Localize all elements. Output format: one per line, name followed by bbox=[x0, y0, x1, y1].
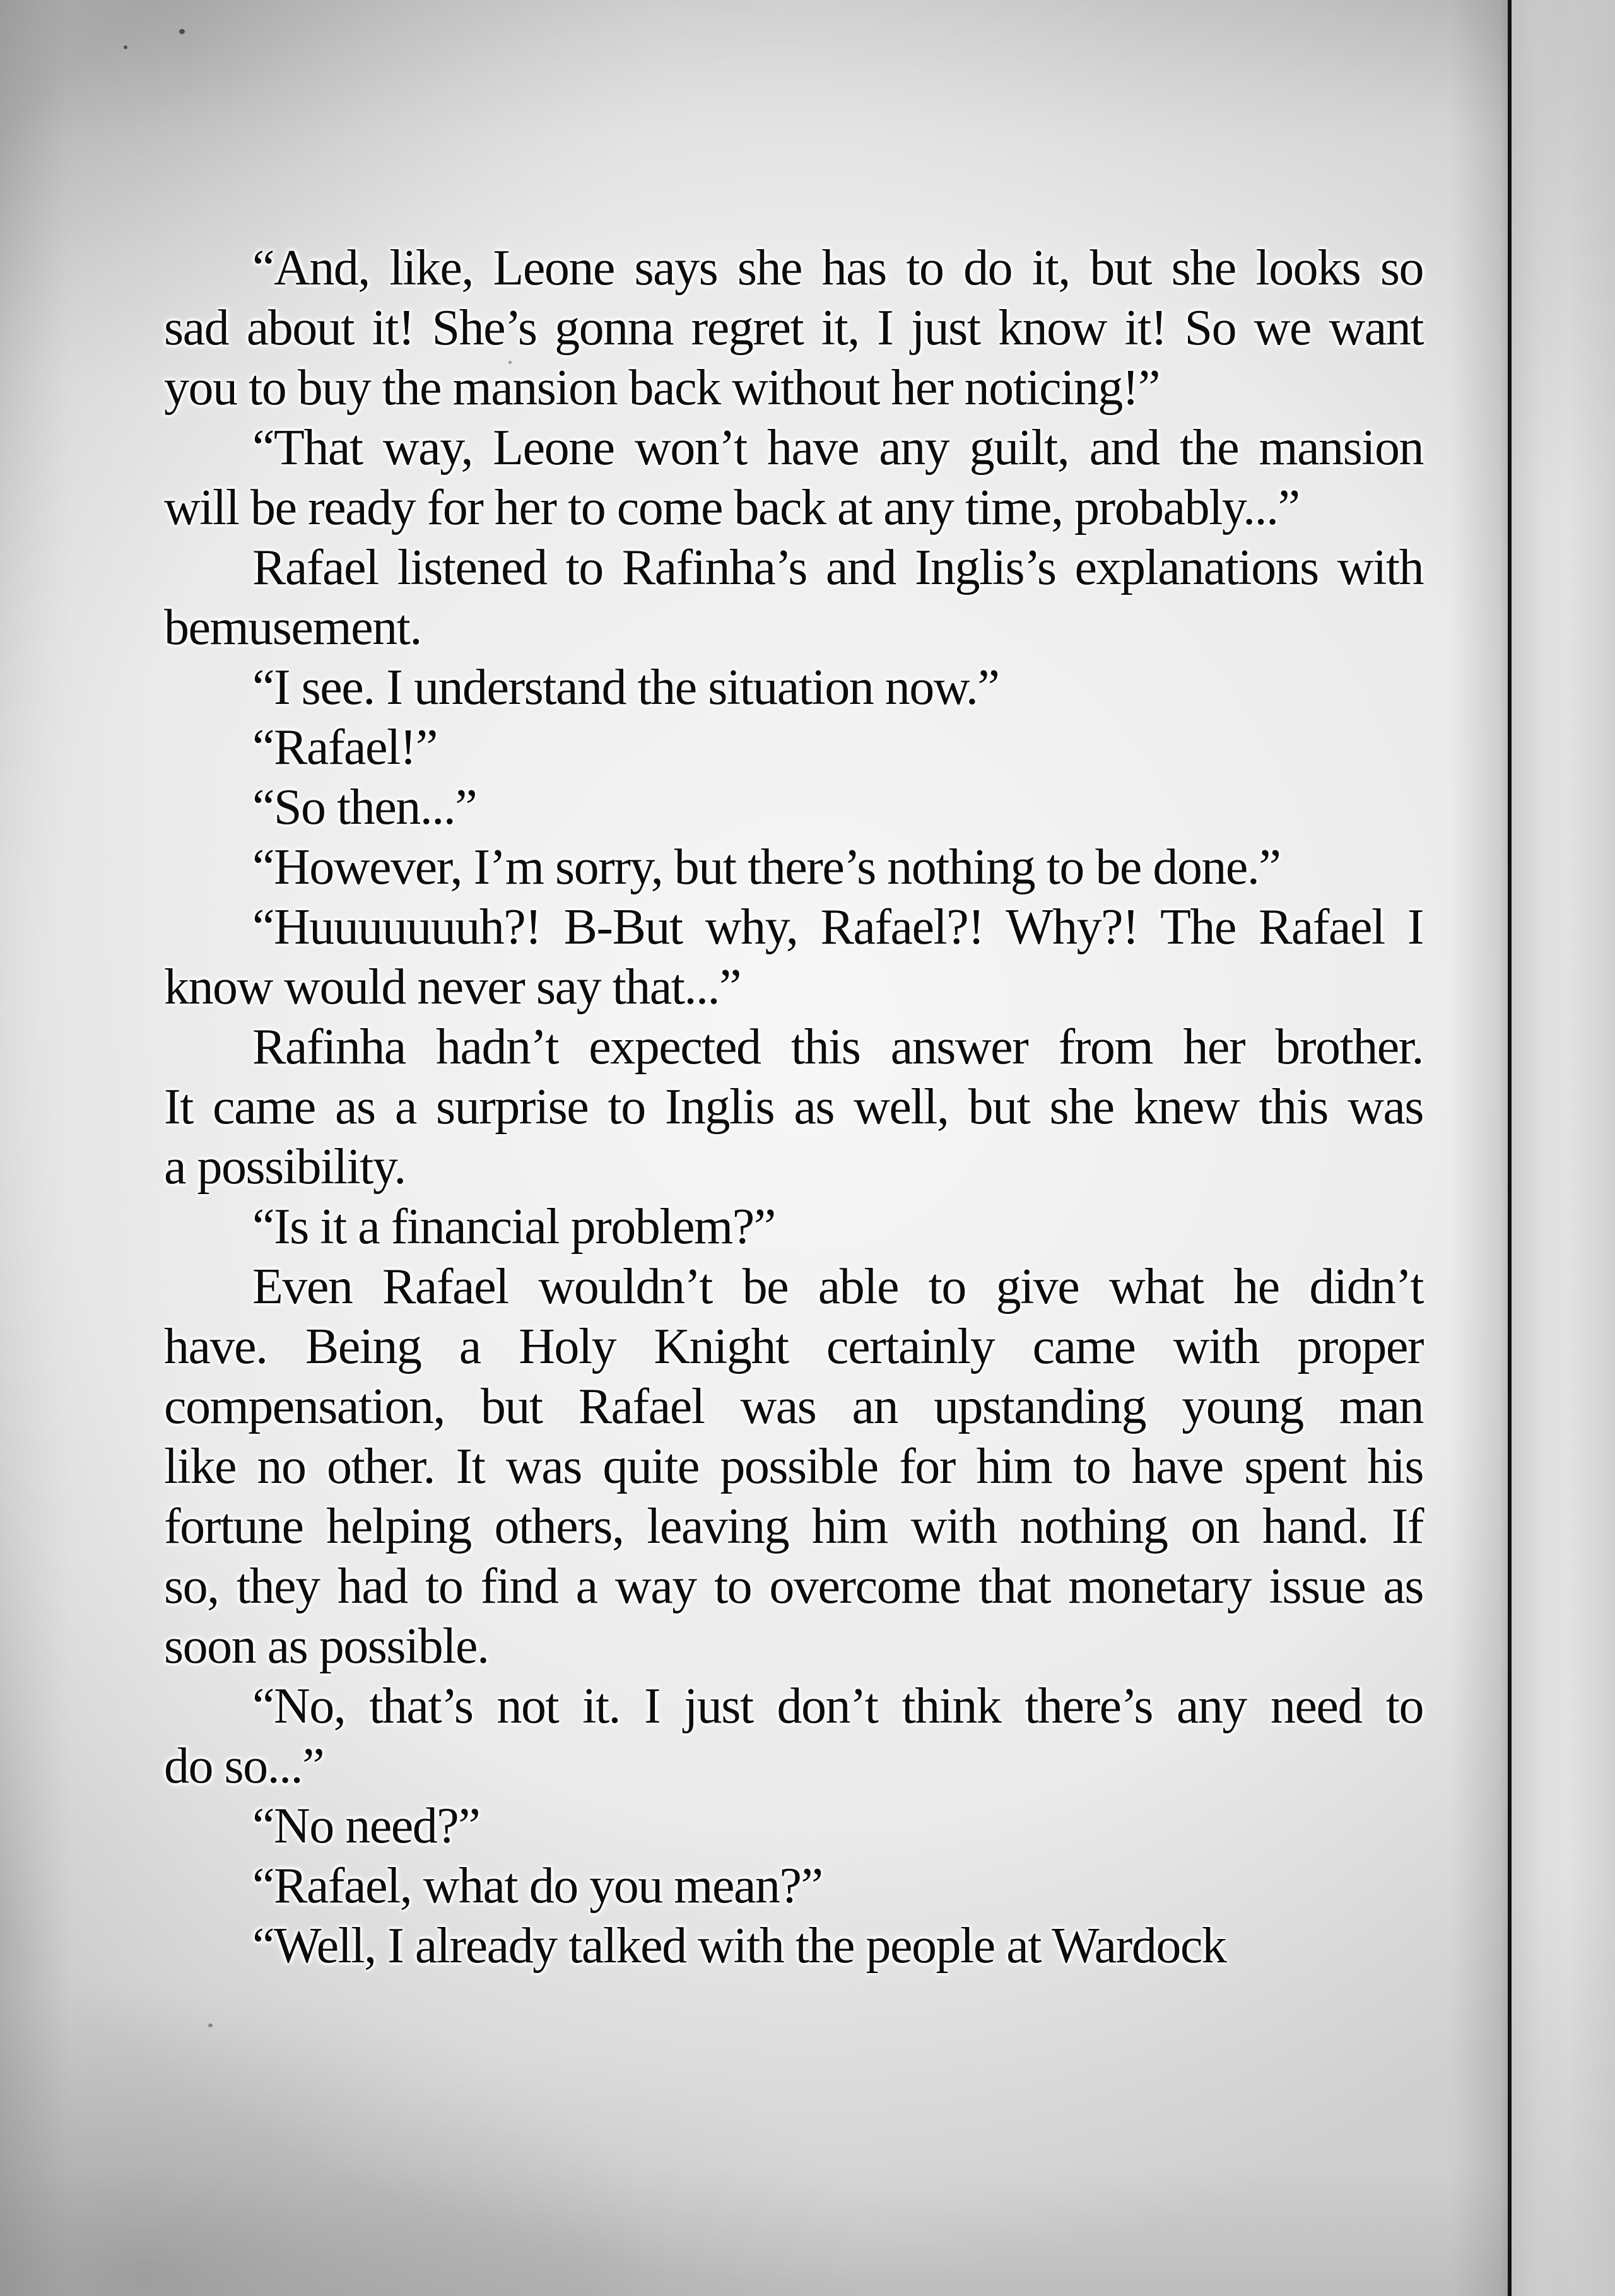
text-line: “Well, I already talked with the people at Wardock bbox=[252, 1918, 1226, 1974]
text-line: “So then...” bbox=[252, 780, 477, 835]
text-line: Rafinha hadn’t expected this answer from her brother. bbox=[252, 1019, 1423, 1075]
text-line: will be ready for her to come back at any time, probably...” bbox=[164, 480, 1300, 536]
text-line: “However, I’m sorry, but there’s nothing to be done.” bbox=[252, 840, 1281, 895]
text-line: “Huuuuuuuh?! B-But why, Rafael?! Why?! The Rafael I bbox=[252, 899, 1423, 955]
paper-speck bbox=[179, 29, 185, 34]
text-line: Even Rafael wouldn’t be able to give what he didn’t bbox=[252, 1259, 1423, 1315]
page-text bbox=[164, 238, 1423, 1976]
page-gutter-shadow bbox=[1451, 0, 1508, 2296]
adjacent-page-edge bbox=[1512, 0, 1615, 2296]
text-line: sad about it! She’s gonna regret it, I just know it! So we want bbox=[164, 300, 1423, 356]
paper-speck bbox=[208, 2024, 213, 2027]
text-line: “And, like, Leone says she has to do it, but she looks so bbox=[252, 240, 1423, 296]
paper-speck bbox=[124, 45, 127, 49]
text-line: bemusement. bbox=[164, 600, 421, 655]
text-line: “Is it a financial problem?” bbox=[252, 1199, 775, 1255]
text-line: “I see. I understand the situation now.” bbox=[252, 660, 999, 715]
text-line: “Rafael, what do you mean?” bbox=[252, 1858, 823, 1914]
text-line: Rafael listened to Rafinha’s and Inglis’s explanations with bbox=[252, 540, 1423, 595]
text-line: “No need?” bbox=[252, 1798, 480, 1854]
text-line: compensation, but Rafael was an upstanding young man bbox=[164, 1379, 1423, 1434]
text-line: “That way, Leone won’t have any guilt, and the mansion bbox=[252, 420, 1423, 476]
text-line: like no other. It was quite possible for him to have spent his bbox=[164, 1439, 1423, 1494]
text-line: soon as possible. bbox=[164, 1619, 489, 1674]
text-line: do so...” bbox=[164, 1738, 324, 1794]
text-line: a possibility. bbox=[164, 1139, 406, 1195]
text-line: you to buy the mansion back without her noticing!” bbox=[164, 360, 1160, 416]
text-line: “Rafael!” bbox=[252, 720, 437, 775]
text-line: know would never say that...” bbox=[164, 959, 741, 1015]
text-line: It came as a surprise to Inglis as well, but she knew this was bbox=[164, 1079, 1423, 1135]
text-line: have. Being a Holy Knight certainly came with proper bbox=[164, 1319, 1423, 1374]
text-line: “No, that’s not it. I just don’t think there’s any need to bbox=[252, 1678, 1423, 1734]
text-line: fortune helping others, leaving him with nothing on hand. If bbox=[164, 1499, 1423, 1554]
text-line: so, they had to find a way to overcome that monetary issue as bbox=[164, 1559, 1423, 1614]
